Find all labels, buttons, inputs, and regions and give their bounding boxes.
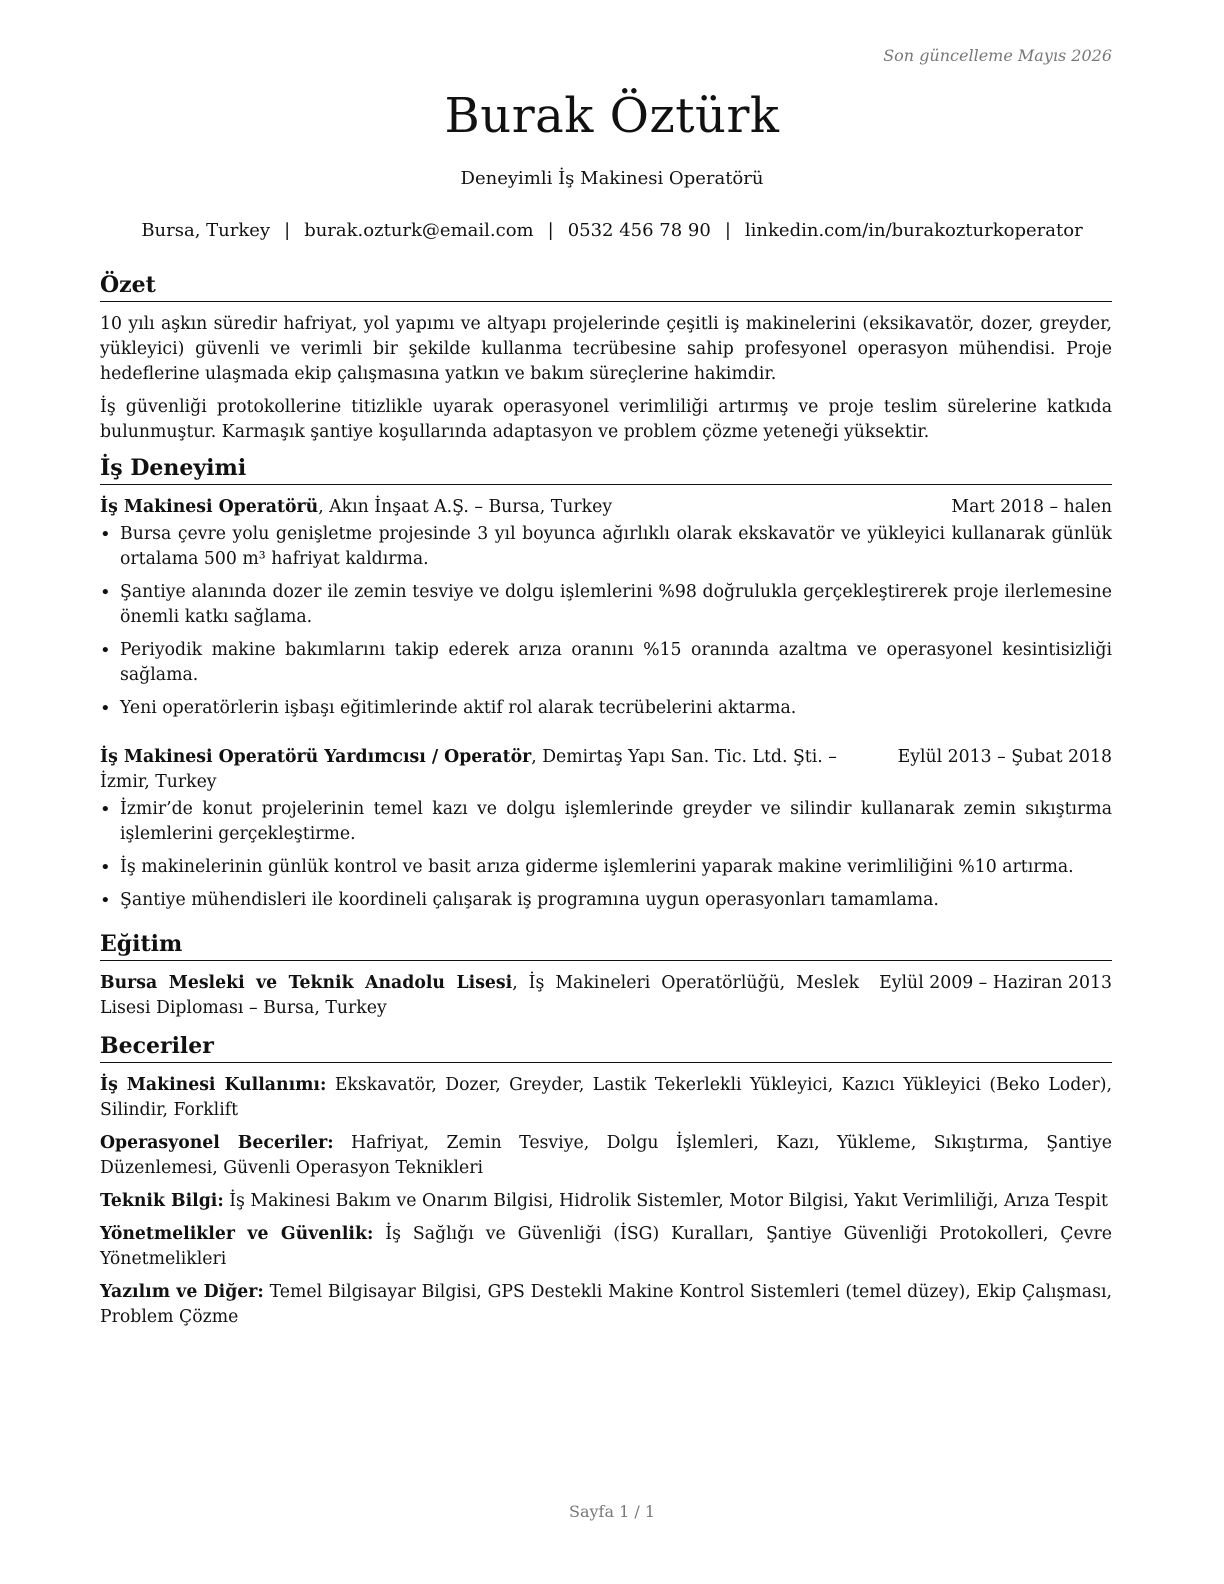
skill-text: İş Makinesi Bakım ve Onarım Bilgisi, Hidrolik Sistemler, Motor Bilgisi, Yakıt Verimliliği, Arıza Tespit [223, 1191, 1108, 1211]
section-heading: Özet [100, 270, 1112, 302]
page-number: Sayfa 1 / 1 [568, 1502, 655, 1521]
skills-section [100, 1031, 1112, 1330]
contact-line [0, 220, 1224, 241]
list-item: • İzmir’de konut projelerinin temel kazı ve dolgu işlemlerinde greyder ve silindir kullanarak zemin sıkıştırma işlemlerini gerçekleştirme. [120, 797, 1112, 847]
job-dates: Mart 2018 – halen [951, 497, 1112, 517]
skill-text: İş Sağlığı ve Güvenliği (İSG) Kuralları, Şantiye Güvenliği Protokolleri, Çevre Yönetmelikleri [100, 1224, 1112, 1269]
skill-row [100, 1189, 1112, 1214]
skill-label: Teknik Bilgi: [100, 1191, 224, 1211]
list-item: • Periyodik makine bakımlarını takip ederek arıza oranını %15 oranında azaltma ve operasyonel kesintisizliği sağlama. [120, 638, 1112, 688]
job-bullets [100, 797, 1112, 913]
candidate-name: Burak Öztürk [444, 88, 780, 144]
list-item: • İş makinelerinin günlük kontrol ve basit arıza giderme işlemlerini yaparak makine verimliliğini %10 artırma. [120, 855, 1112, 880]
list-item: • Şantiye alanında dozer ile zemin tesviye ve dolgu işlemlerini %98 doğrulukla gerçekleştirerek proje ilerlemesine önemli katkı sağlama. [120, 580, 1112, 630]
job-role: İş Makinesi Operatörü [100, 497, 319, 517]
skill-row [100, 1131, 1112, 1181]
skill-label: Yönetmelikler ve Güvenlik: [100, 1224, 374, 1244]
section-heading: İş Deneyimi [100, 453, 1112, 485]
summary-paragraph: 10 yılı aşkın süredir hafriyat, yol yapımı ve altyapı projelerinde çeşitli iş makinelerini (eksikavatör, dozer, greyder, yükleyici) güvenli ve verimli bir şekilde kullanma tecrübesine sahip profesyonel operasyon mühendisi. Proje hedeflerine ulaşmada ekip çalışmasına yatkın ve bakım süreçlerine hakimdir. [100, 314, 1112, 384]
job-dates: Eylül 2013 – Şubat 2018 [897, 747, 1112, 767]
contact-location: Bursa, Turkey [141, 220, 271, 241]
contact-linkedin[interactable]: linkedin.com/in/burakozturkoperator [744, 220, 1083, 241]
list-item: • Bursa çevre yolu genişletme projesinde 3 yıl boyunca ağırlıklı olarak ekskavatör ve yükleyici kullanarak günlük ortalama 500 m³ hafriyat kaldırma. [120, 522, 1112, 572]
education-entry [100, 971, 1112, 1021]
job-bullets [100, 522, 1112, 721]
resume-content [100, 270, 1112, 1338]
list-item: • Şantiye mühendisleri ile koordineli çalışarak iş programına uygun operasyonları tamamlama. [120, 888, 1112, 913]
contact-phone[interactable]: 0532 456 78 90 [567, 220, 711, 241]
job-header [100, 745, 1112, 795]
skill-text: Ekskavatör, Dozer, Greyder, Lastik Tekerlekli Yükleyici, Kazıcı Yükleyici (Beko Loder), Silindir, Forklift [100, 1075, 1112, 1120]
education-section [100, 929, 1112, 1021]
last-updated: Son güncelleme Mayıs 2026 [883, 46, 1112, 65]
skill-row [100, 1280, 1112, 1330]
skill-text: Hafriyat, Zemin Tesviye, Dolgu İşlemleri, Kazı, Yükleme, Sıkıştırma, Şantiye Düzenlemesi, Güvenli Operasyon Teknikleri [100, 1133, 1112, 1178]
candidate-title: Deneyimli İş Makinesi Operatörü [460, 168, 764, 189]
section-heading: Eğitim [100, 929, 1112, 961]
skill-row [100, 1222, 1112, 1272]
skill-row [100, 1073, 1112, 1123]
separator: | [284, 220, 291, 241]
school-name: Bursa Mesleki ve Teknik Anadolu Lisesi [100, 973, 513, 993]
job-role: İş Makinesi Operatörü Yardımcısı / Operatör [100, 747, 532, 767]
contact-email[interactable]: burak.ozturk@email.com [304, 220, 534, 241]
skill-text: Temel Bilgisayar Bilgisi, GPS Destekli Makine Kontrol Sistemleri (temel düzey), Ekip Çalışması, Problem Çözme [100, 1282, 1112, 1327]
experience-section [100, 453, 1112, 913]
job-company: , Demirtaş Yapı San. Tic. Ltd. Şti. – İzmir, Turkey [100, 747, 837, 792]
summary-paragraph: İş güvenliği protokollerine titizlikle uyarak operasyonel verimliliği artırmış ve proje teslim sürelerine katkıda bulunmuştur. Karmaşık şantiye koşullarında adaptasyon ve problem çözme yeteneği yüksektir. [100, 397, 1112, 442]
job-entry [100, 495, 1112, 721]
education-dates: Eylül 2009 – Haziran 2013 [879, 973, 1112, 993]
separator: | [724, 220, 731, 241]
separator: | [547, 220, 554, 241]
education-detail: , İş Makineleri Operatörlüğü, Meslek Lisesi Diploması – Bursa, Turkey [100, 973, 860, 1018]
list-item: • Yeni operatörlerin işbaşı eğitimlerinde aktif rol alarak tecrübelerini aktarma. [120, 696, 1112, 721]
job-company: , Akın İnşaat A.Ş. – Bursa, Turkey [318, 497, 613, 517]
skill-label: Yazılım ve Diğer: [100, 1282, 264, 1302]
section-heading: Beceriler [100, 1031, 1112, 1063]
job-entry [100, 745, 1112, 913]
job-header [100, 495, 1112, 520]
summary-section [100, 270, 1112, 445]
skill-label: Operasyonel Beceriler: [100, 1133, 334, 1153]
skill-label: İş Makinesi Kullanımı: [100, 1075, 327, 1095]
